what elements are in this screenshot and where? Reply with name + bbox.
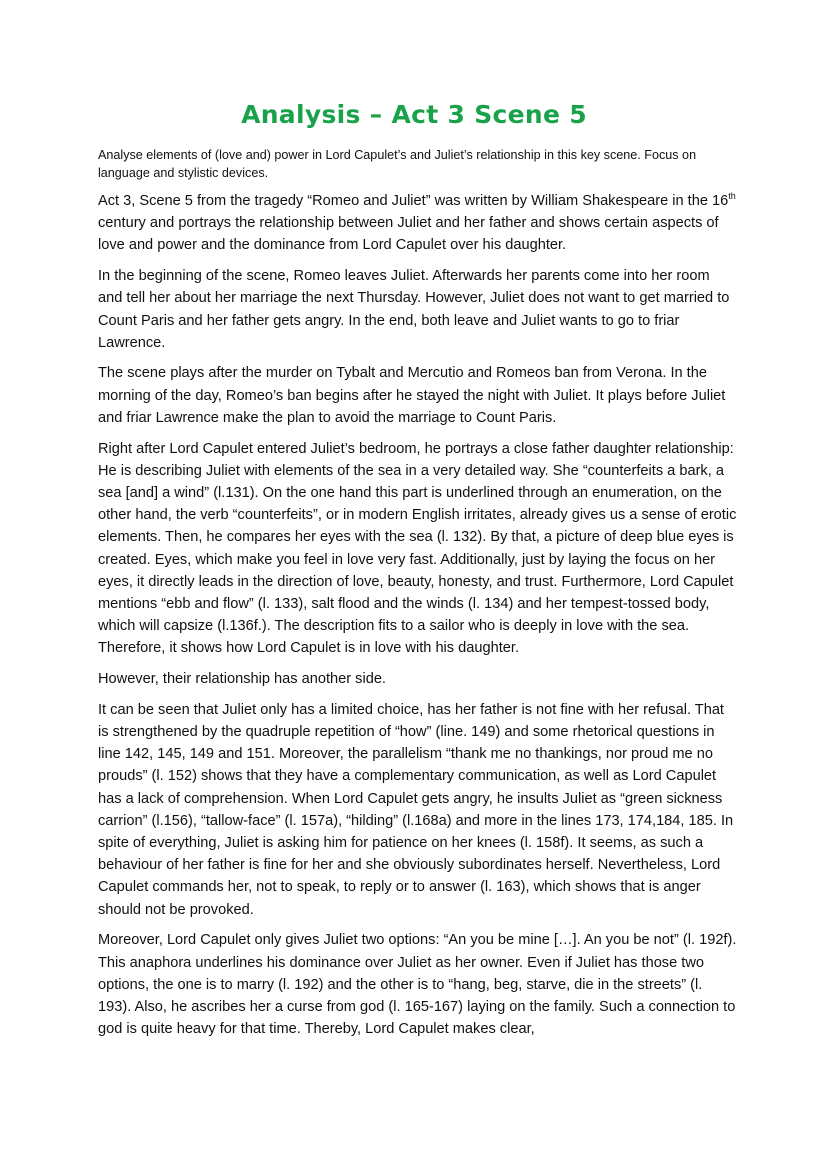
paragraph-intro [98, 190, 738, 257]
intro-text-start: Act 3, Scene 5 from the tragedy “Romeo and Juliet” was written by William Shakespeare in the 16 [98, 193, 729, 209]
ordinal-superscript: th [728, 191, 736, 202]
paragraph-summary: In the beginning of the scene, Romeo leaves Juliet. Afterwards her parents come into her room and tell her about her marriage the next Thursday. However, Juliet does not want to get married to Count Paris and her father gets angry. In the end, both leave and Juliet wants to go to friar Lawrence. [98, 268, 730, 351]
paragraph-love-analysis: Right after Lord Capulet entered Juliet’s bedroom, he portrays a close father daughter relationship: He is describing Juliet with elements of the sea in a very detailed way. She “counterfeits a bark, a sea [and] a wind” (l.131). On the one hand this part is underlined through an enumeration, on the other hand, the verb “counterfeits”, or in modern English irritates, already gives us a sense of erotic elements. Then, he compares her eyes with the sea (l. 132). By that, a picture of deep blue eyes is created. Eyes, which make you feel in love very fast. Additionally, just by laying the focus on her eyes, it directly leads in the direction of love, beauty, honesty, and trust. Furthermore, Lord Capulet mentions “ebb and flow” (l. 133), salt flood and the winds (l. 134) and her tempest-tossed body, which will capsize (l.136f.). The description fits to a sailor who is deeply in love with the sea. Therefore, it shows how Lord Capulet is in love with his daughter. [98, 440, 737, 657]
task-instruction: Analyse elements of (love and) power in Lord Capulet’s and Juliet’s relationship in this key scene. Focus on language and stylistic devices. [98, 148, 697, 180]
intro-text-end: century and portrays the relationship between Juliet and her father and shows certain aspects of love and power and the dominance from Lord Capulet over his daughter. [98, 215, 719, 254]
paragraph-power-analysis: It can be seen that Juliet only has a limited choice, has her father is not fine with her refusal. That is strengthened by the quadruple repetition of “how” (line. 149) and some rhetorical questions in line 142, 145, 149 and 151. Moreover, the parallelism “thank me no thankings, nor proud me no prouds” (l. 152) shows that they have a complementary communication, as well as Lord Capulet has a lack of comprehension. When Lord Capulet gets angry, he insults Juliet as “green sickness carrion” (l.156), “tallow-face” (l. 157a), “hilding” (l.168a) and more in the lines 173, 174,184, 185. In spite of everything, Juliet is asking him for patience on her knees (l. 158f). It seems, as such a behaviour of her father is fine for her and she obviously subordinates herself. Nevertheless, Lord Capulet commands her, not to speak, to reply or to answer (l. 163), which shows that is anger should not be provoked. [98, 701, 734, 918]
paragraph-context: The scene plays after the murder on Tybalt and Mercutio and Romeos ban from Verona. In the morning of the day, Romeo’s ban begins after he stayed the night with Juliet. It plays before Juliet and friar Lawrence make the plan to avoid the marriage to Count Paris. [98, 365, 726, 426]
document-title: Analysis – Act 3 Scene 5 [241, 100, 587, 129]
paragraph-transition: However, their relationship has another side. [98, 671, 386, 688]
document-body [98, 146, 738, 1049]
paragraph-options-analysis: Moreover, Lord Capulet only gives Juliet two options: “An you be mine […]. An you be not” (l. 192f). This anaphora underlines his dominance over Juliet as her owner. Even if Juliet has those two options, the one is to marry (l. 192) and the other is to “hang, beg, starve, die in the streets” (l. 193). Also, he ascribes her a curse from god (l. 165-167) laying on the family. Such a connection to god is quite heavy for that time. Thereby, Lord Capulet makes clear, [98, 932, 737, 1038]
